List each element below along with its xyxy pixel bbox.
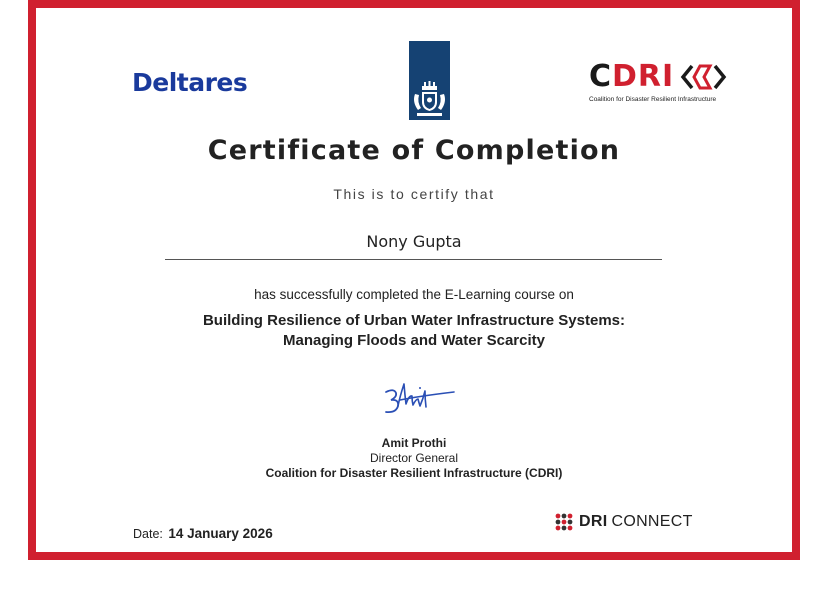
deltares-logo xyxy=(132,68,247,97)
course-title-line-2: Managing Floods and Water Scarcity xyxy=(283,332,545,349)
date-label: Date: xyxy=(133,527,163,541)
netherlands-crest-icon xyxy=(409,41,450,120)
certificate-title: Certificate of Completion xyxy=(207,135,621,166)
driconnect-dri: DRI xyxy=(579,513,608,530)
driconnect-dots-icon xyxy=(554,512,574,532)
certificate-frame xyxy=(28,0,800,560)
cdri-c: C xyxy=(589,59,613,94)
recipient-underline xyxy=(165,259,662,260)
course-title xyxy=(36,311,792,351)
date-value: 14 January 2026 xyxy=(168,526,273,541)
driconnect-logo xyxy=(554,512,693,532)
completion-statement: has successfully completed the E-Learning course on xyxy=(254,287,574,302)
signatory-block xyxy=(36,436,792,481)
course-title-line-1: Building Resilience of Urban Water Infrastructure Systems: xyxy=(202,312,626,329)
cdri-wordmark xyxy=(589,60,739,94)
cdri-subtitle: Coalition for Disaster Resilient Infrastructure xyxy=(589,96,717,103)
driconnect-connect: CONNECT xyxy=(611,513,693,530)
cdri-mark-icon xyxy=(680,63,728,91)
issue-date xyxy=(133,526,273,541)
signatory-role: Director General xyxy=(369,451,459,465)
certificate-subtitle: This is to certify that xyxy=(333,186,495,202)
signature-image xyxy=(376,380,456,424)
cdri-logo xyxy=(589,60,739,103)
signatory-name: Amit Prothi xyxy=(381,436,447,450)
deltares-logo-text: Deltares xyxy=(132,68,248,97)
signatory-organization: Coalition for Disaster Resilient Infrastructure (CDRI) xyxy=(265,466,563,480)
cdri-dri: DRI xyxy=(612,59,675,94)
recipient-name: Nony Gupta xyxy=(366,232,462,251)
